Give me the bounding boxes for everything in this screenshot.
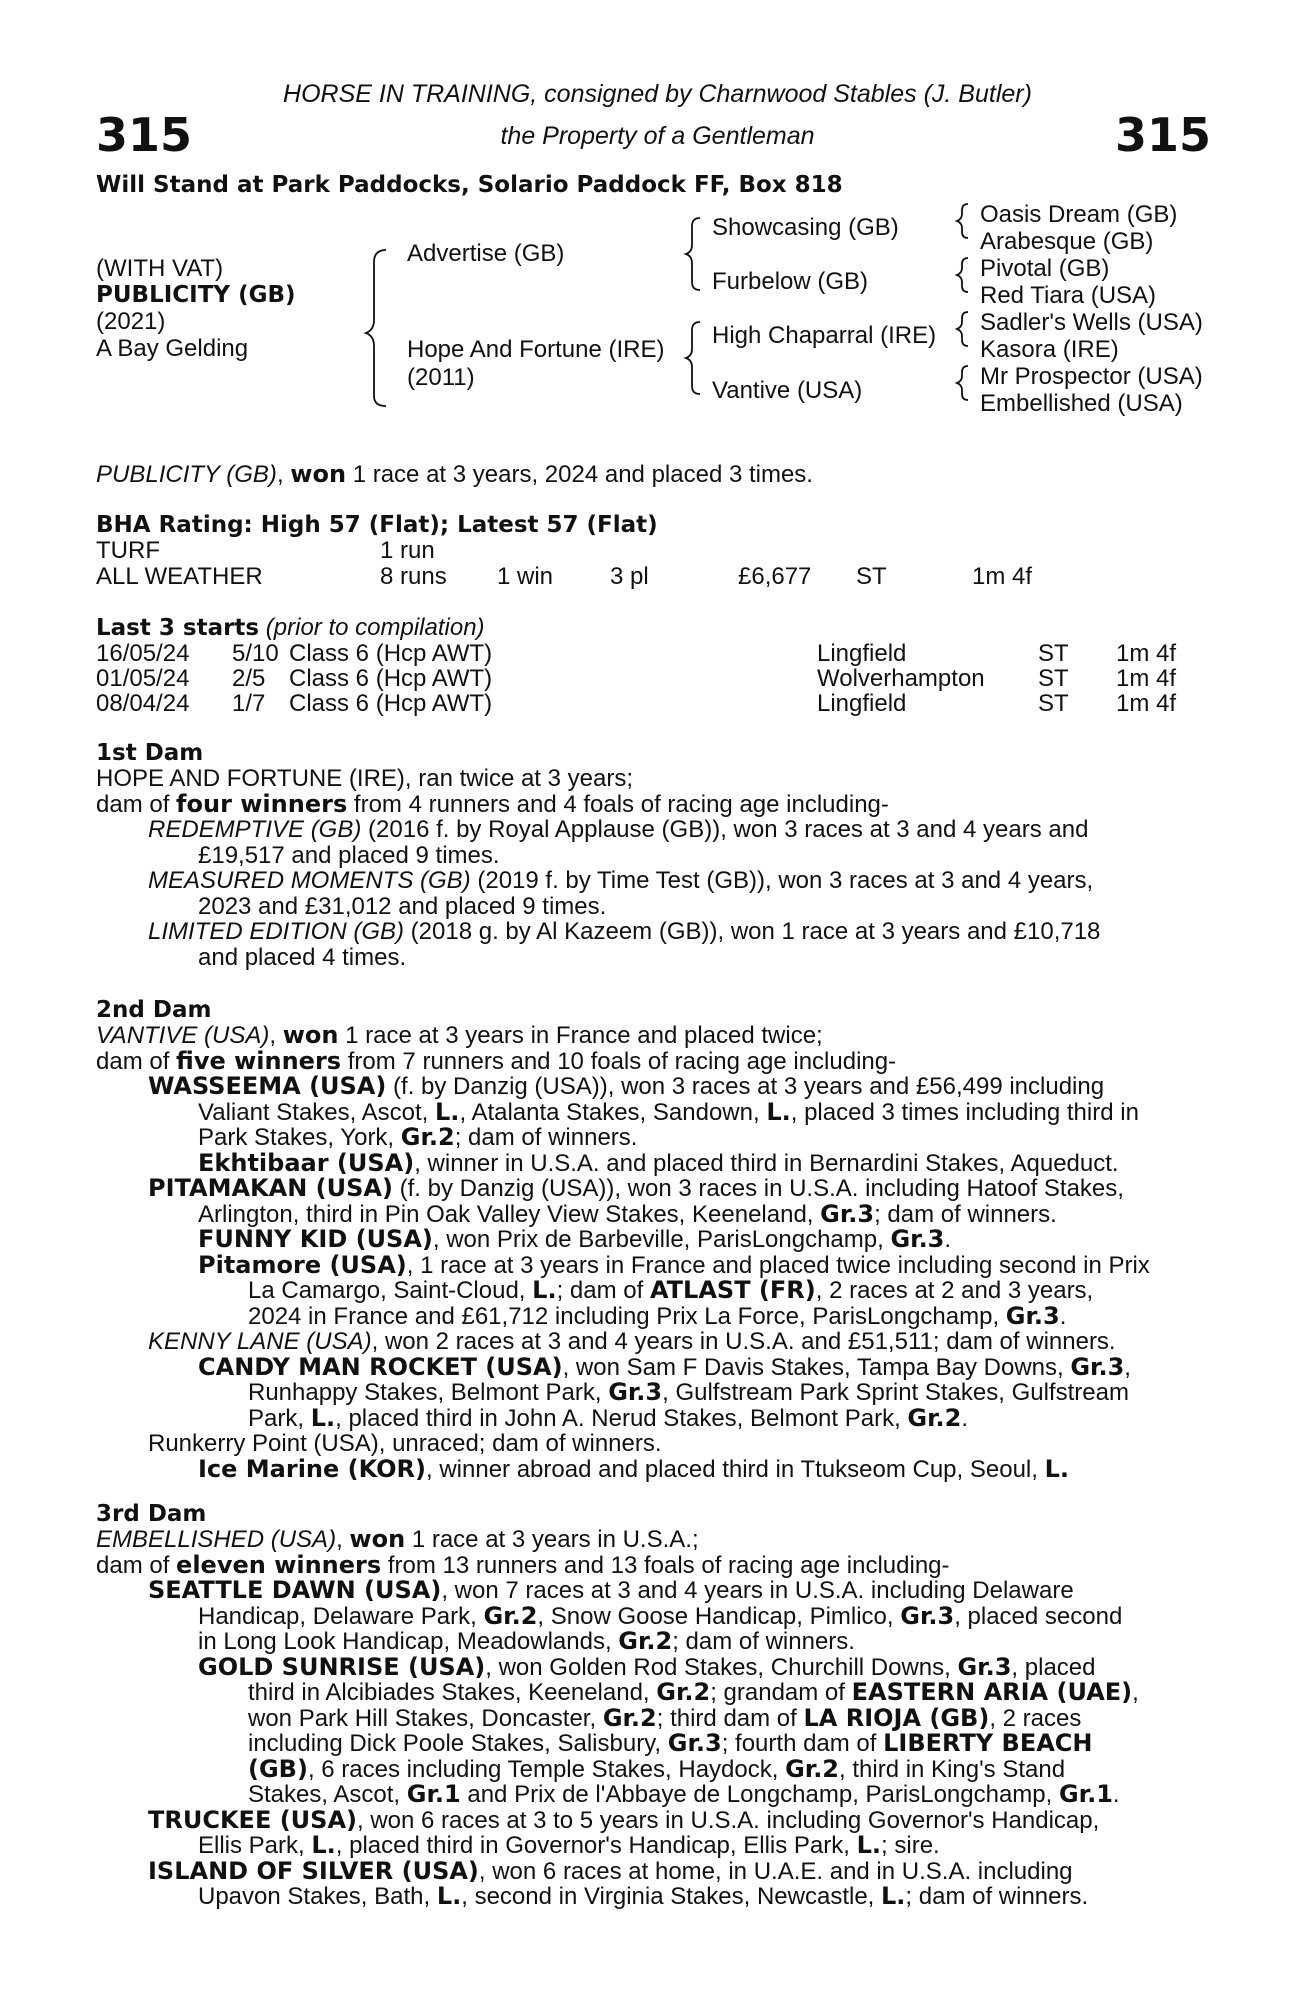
property-line: the Property of a Gentleman <box>500 122 815 150</box>
horse-name: PUBLICITY (GB) <box>96 282 296 308</box>
produce-entry-cont: Valiant Stakes, Ascot, L., Atalanta Stakes, Sandown, L., placed 3 times including third in <box>198 1097 1139 1126</box>
pedigree-ssd: Arabesque (GB) <box>980 228 1154 255</box>
pedigree-dds: Mr Prospector (USA) <box>980 363 1203 390</box>
produce-entry: MEASURED MOMENTS (GB) (2019 f. by Time Test (GB)), won 3 races at 3 and 4 years, <box>148 867 1094 894</box>
produce-entry-cont: Stakes, Ascot, Gr.1 and Prix de l'Abbaye de Longchamp, ParisLongchamp, Gr.1. <box>248 1780 1120 1808</box>
aw-wins: 1 win <box>497 563 554 590</box>
horse-year: (2021) <box>96 308 166 335</box>
second-dam-section <box>96 997 1206 1482</box>
produce-entry: SEATTLE DAWN (USA), won 7 races at 3 and 4 years in U.S.A. including Delaware <box>148 1576 1074 1604</box>
consignor-line: HORSE IN TRAINING, consigned by Charnwood Stables (J. Butler) <box>283 80 1032 108</box>
pedigree-sire-sire: Showcasing (GB) <box>712 214 899 241</box>
last-starts-heading: Last 3 starts (prior to compilation) <box>96 614 485 641</box>
start-course: Wolverhampton <box>817 665 985 692</box>
start-position: 1/7 <box>232 690 266 717</box>
start-position: 2/5 <box>232 665 266 692</box>
pedigree-sire: Advertise (GB) <box>407 240 565 267</box>
turf-runs: 1 run <box>380 537 435 564</box>
produce-entry: GOLD SUNRISE (USA), won Golden Rod Stakes, Churchill Downs, Gr.3, placed <box>198 1652 1096 1681</box>
first-dam-title: 1st Dam <box>96 740 204 766</box>
aw-placed: 3 pl <box>610 563 649 590</box>
lot-number-right: 315 <box>1115 108 1212 162</box>
third-dam-section <box>96 1501 1206 1910</box>
produce-entry: REDEMPTIVE (GB) (2016 f. by Royal Applause (GB)), won 3 races at 3 and 4 years and <box>148 816 1089 843</box>
pedigree-dam-dam: Vantive (USA) <box>712 377 863 404</box>
start-distance: 1m 4f <box>1116 690 1177 717</box>
vat-note: (WITH VAT) <box>96 255 224 282</box>
produce-entry: ISLAND OF SILVER (USA), won 6 races at home, in U.A.E. and in U.S.A. including <box>148 1856 1073 1885</box>
produce-entry: Ice Marine (KOR), winner abroad and placed third in Ttukseom Cup, Seoul, L. <box>198 1454 1070 1483</box>
produce-entry-cont: La Camargo, Saint-Cloud, L.; dam of ATLAST (FR), 2 races at 2 and 3 years, <box>248 1276 1094 1304</box>
horse-description: A Bay Gelding <box>96 335 249 362</box>
pedigree-dsd: Kasora (IRE) <box>980 336 1119 363</box>
race-summary: PUBLICITY (GB), won 1 race at 3 years, 2024 and placed 3 times. <box>96 460 813 488</box>
pedigree-dam-sire: High Chaparral (IRE) <box>712 322 937 349</box>
start-course: Lingfield <box>817 640 907 667</box>
start-going: ST <box>1038 665 1069 692</box>
start-going: ST <box>1038 690 1069 717</box>
third-dam-produce-line: dam of eleven winners from 13 runners and 13 foals of racing age including- <box>96 1550 950 1579</box>
produce-entry: KENNY LANE (USA), won 2 races at 3 and 4 years in U.S.A. and £51,511; dam of winners. <box>148 1328 1116 1355</box>
start-course: Lingfield <box>817 690 907 717</box>
produce-entry-cont: including Dick Poole Stakes, Salisbury, Gr.3; fourth dam of LIBERTY BEACH <box>248 1729 1093 1757</box>
produce-entry: Ekhtibaar (USA), winner in U.S.A. and placed third in Bernardini Stakes, Aqueduct. <box>198 1148 1119 1177</box>
location-line: Will Stand at Park Paddocks, Solario Paddock FF, Box 818 <box>96 172 843 198</box>
pedigree-dss: Sadler's Wells (USA) <box>980 309 1203 336</box>
start-position: 5/10 <box>232 640 279 667</box>
pedigree-sss: Oasis Dream (GB) <box>980 201 1178 228</box>
aw-going: ST <box>856 563 887 590</box>
second-dam-title: 2nd Dam <box>96 997 212 1023</box>
pedigree-sdd: Red Tiara (USA) <box>980 282 1157 309</box>
start-distance: 1m 4f <box>1116 640 1177 667</box>
start-class: Class 6 (Hcp AWT) <box>289 690 493 717</box>
start-class: Class 6 (Hcp AWT) <box>289 665 493 692</box>
produce-entry: PITAMAKAN (USA) (f. by Danzig (USA)), won 3 races in U.S.A. including Hatoof Stakes, <box>148 1174 1124 1202</box>
first-dam-produce-line: dam of four winners from 4 runners and 4 foals of racing age including- <box>96 789 889 818</box>
start-going: ST <box>1038 640 1069 667</box>
aw-distance: 1m 4f <box>972 563 1033 590</box>
produce-entry-cont: 2024 in France and £61,712 including Prix La Force, ParisLongchamp, Gr.3. <box>248 1301 1067 1330</box>
produce-entry: Pitamore (USA), 1 race at 3 years in France and placed twice including second in Prix <box>198 1250 1150 1279</box>
produce-entry-cont: Upavon Stakes, Bath, L., second in Virginia Stakes, Newcastle, L.; dam of winners. <box>198 1882 1089 1910</box>
first-dam-section <box>96 740 1206 970</box>
produce-entry: CANDY MAN ROCKET (USA), won Sam F Davis Stakes, Tampa Bay Downs, Gr.3, <box>198 1352 1131 1381</box>
start-class: Class 6 (Hcp AWT) <box>289 640 493 667</box>
start-date: 08/04/24 <box>96 690 190 717</box>
turf-label: TURF <box>96 537 160 564</box>
pedigree-dam: Hope And Fortune (IRE) <box>407 336 665 363</box>
aw-runs: 8 runs <box>380 563 447 590</box>
produce-entry-cont: 2023 and £31,012 and placed 9 times. <box>198 892 607 920</box>
produce-entry-cont: Park, L., placed third in John A. Nerud Stakes, Belmont Park, Gr.2. <box>248 1403 969 1432</box>
produce-entry: Runkerry Point (USA), unraced; dam of winners. <box>148 1430 662 1457</box>
third-dam-line: EMBELLISHED (USA), won 1 race at 3 years in U.S.A.; <box>96 1525 699 1553</box>
produce-entry-cont: and placed 4 times. <box>198 943 407 971</box>
produce-entry: FUNNY KID (USA), won Prix de Barbeville, ParisLongchamp, Gr.3. <box>198 1225 952 1253</box>
produce-entry-cont: Park Stakes, York, Gr.2; dam of winners. <box>198 1123 638 1151</box>
produce-entry-cont: in Long Look Handicap, Meadowlands, Gr.2; dam of winners. <box>198 1627 855 1655</box>
produce-entry-cont: third in Alcibiades Stakes, Keeneland, Gr.2; grandam of EASTERN ARIA (UAE), <box>248 1678 1139 1706</box>
produce-entry-cont: Ellis Park, L., placed third in Governor's Handicap, Ellis Park, L.; sire. <box>198 1831 940 1859</box>
start-distance: 1m 4f <box>1116 665 1177 692</box>
aw-prize: £6,677 <box>738 563 812 590</box>
produce-entry-cont: Handicap, Delaware Park, Gr.2, Snow Goose Handicap, Pimlico, Gr.3, placed second <box>198 1601 1123 1630</box>
third-dam-title: 3rd Dam <box>96 1501 207 1527</box>
produce-entry-cont: won Park Hill Stakes, Doncaster, Gr.2; third dam of LA RIOJA (GB), 2 races <box>248 1703 1082 1732</box>
pedigree-dam-year: (2011) <box>407 364 475 391</box>
start-date: 16/05/24 <box>96 640 190 667</box>
pedigree-sds: Pivotal (GB) <box>980 255 1110 282</box>
pedigree-ddd: Embellished (USA) <box>980 390 1183 417</box>
aw-label: ALL WEATHER <box>96 563 263 590</box>
produce-entry: LIMITED EDITION (GB) (2018 g. by Al Kazeem (GB)), won 1 race at 3 years and £10,718 <box>148 918 1101 945</box>
first-dam-line: HOPE AND FORTUNE (IRE), ran twice at 3 years; <box>96 765 634 792</box>
produce-entry-cont: £19,517 and placed 9 times. <box>198 841 500 869</box>
produce-entry: TRUCKEE (USA), won 6 races at 3 to 5 years in U.S.A. including Governor's Handicap, <box>148 1805 1100 1834</box>
start-date: 01/05/24 <box>96 665 190 692</box>
rating-title: BHA Rating: High 57 (Flat); Latest 57 (Flat) <box>96 512 658 538</box>
second-dam-line: VANTIVE (USA), won 1 race at 3 years in France and placed twice; <box>96 1021 823 1049</box>
produce-entry-cont: Arlington, third in Pin Oak Valley View Stakes, Keeneland, Gr.3; dam of winners. <box>198 1199 1057 1228</box>
pedigree-sire-dam: Furbelow (GB) <box>712 268 869 295</box>
second-dam-produce-line: dam of five winners from 7 runners and 10 foals of racing age including- <box>96 1046 897 1075</box>
produce-entry: WASSEEMA (USA) (f. by Danzig (USA)), won 3 races at 3 years and £56,499 including <box>148 1072 1105 1100</box>
lot-number-left: 315 <box>96 108 193 162</box>
produce-entry-cont: Runhappy Stakes, Belmont Park, Gr.3, Gulfstream Park Sprint Stakes, Gulfstream <box>248 1378 1129 1406</box>
produce-entry-cont: (GB), 6 races including Temple Stakes, Haydock, Gr.2, third in King's Stand <box>248 1754 1066 1783</box>
